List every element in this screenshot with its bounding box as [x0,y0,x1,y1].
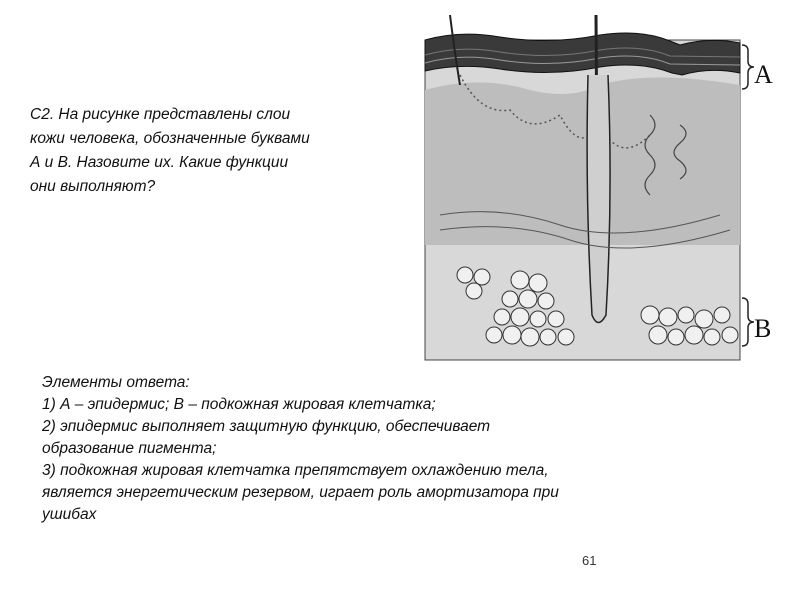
page-number: 61 [582,553,597,568]
answer-text [42,372,742,526]
label-b: B [754,314,772,343]
label-a: A [754,60,773,89]
question-line: С2. На рисунке представлены слои [30,106,291,123]
answer-line: 1) А – эпидермис; В – подкожная жировая клетчатка; [42,396,436,413]
answer-heading: Элементы ответа: [42,374,190,391]
skin-layers-illustration [420,15,780,365]
answer-line: образование пигмента; [42,440,217,457]
question-line: кожи человека, обозначенные буквами [30,130,310,147]
answer-line: является энергетическим резервом, играет роль амортизатора при [42,484,559,501]
question-line: А и В. Назовите их. Какие функции [30,154,289,171]
answer-line: 2) эпидермис выполняет защитную функцию, обеспечивает [42,418,491,435]
answer-line: ушибах [42,506,97,523]
answer-line: 3) подкожная жировая клетчатка препятствует охлаждению тела, [42,462,549,479]
question-line: они выполняют? [30,178,156,195]
question-text [30,103,400,199]
